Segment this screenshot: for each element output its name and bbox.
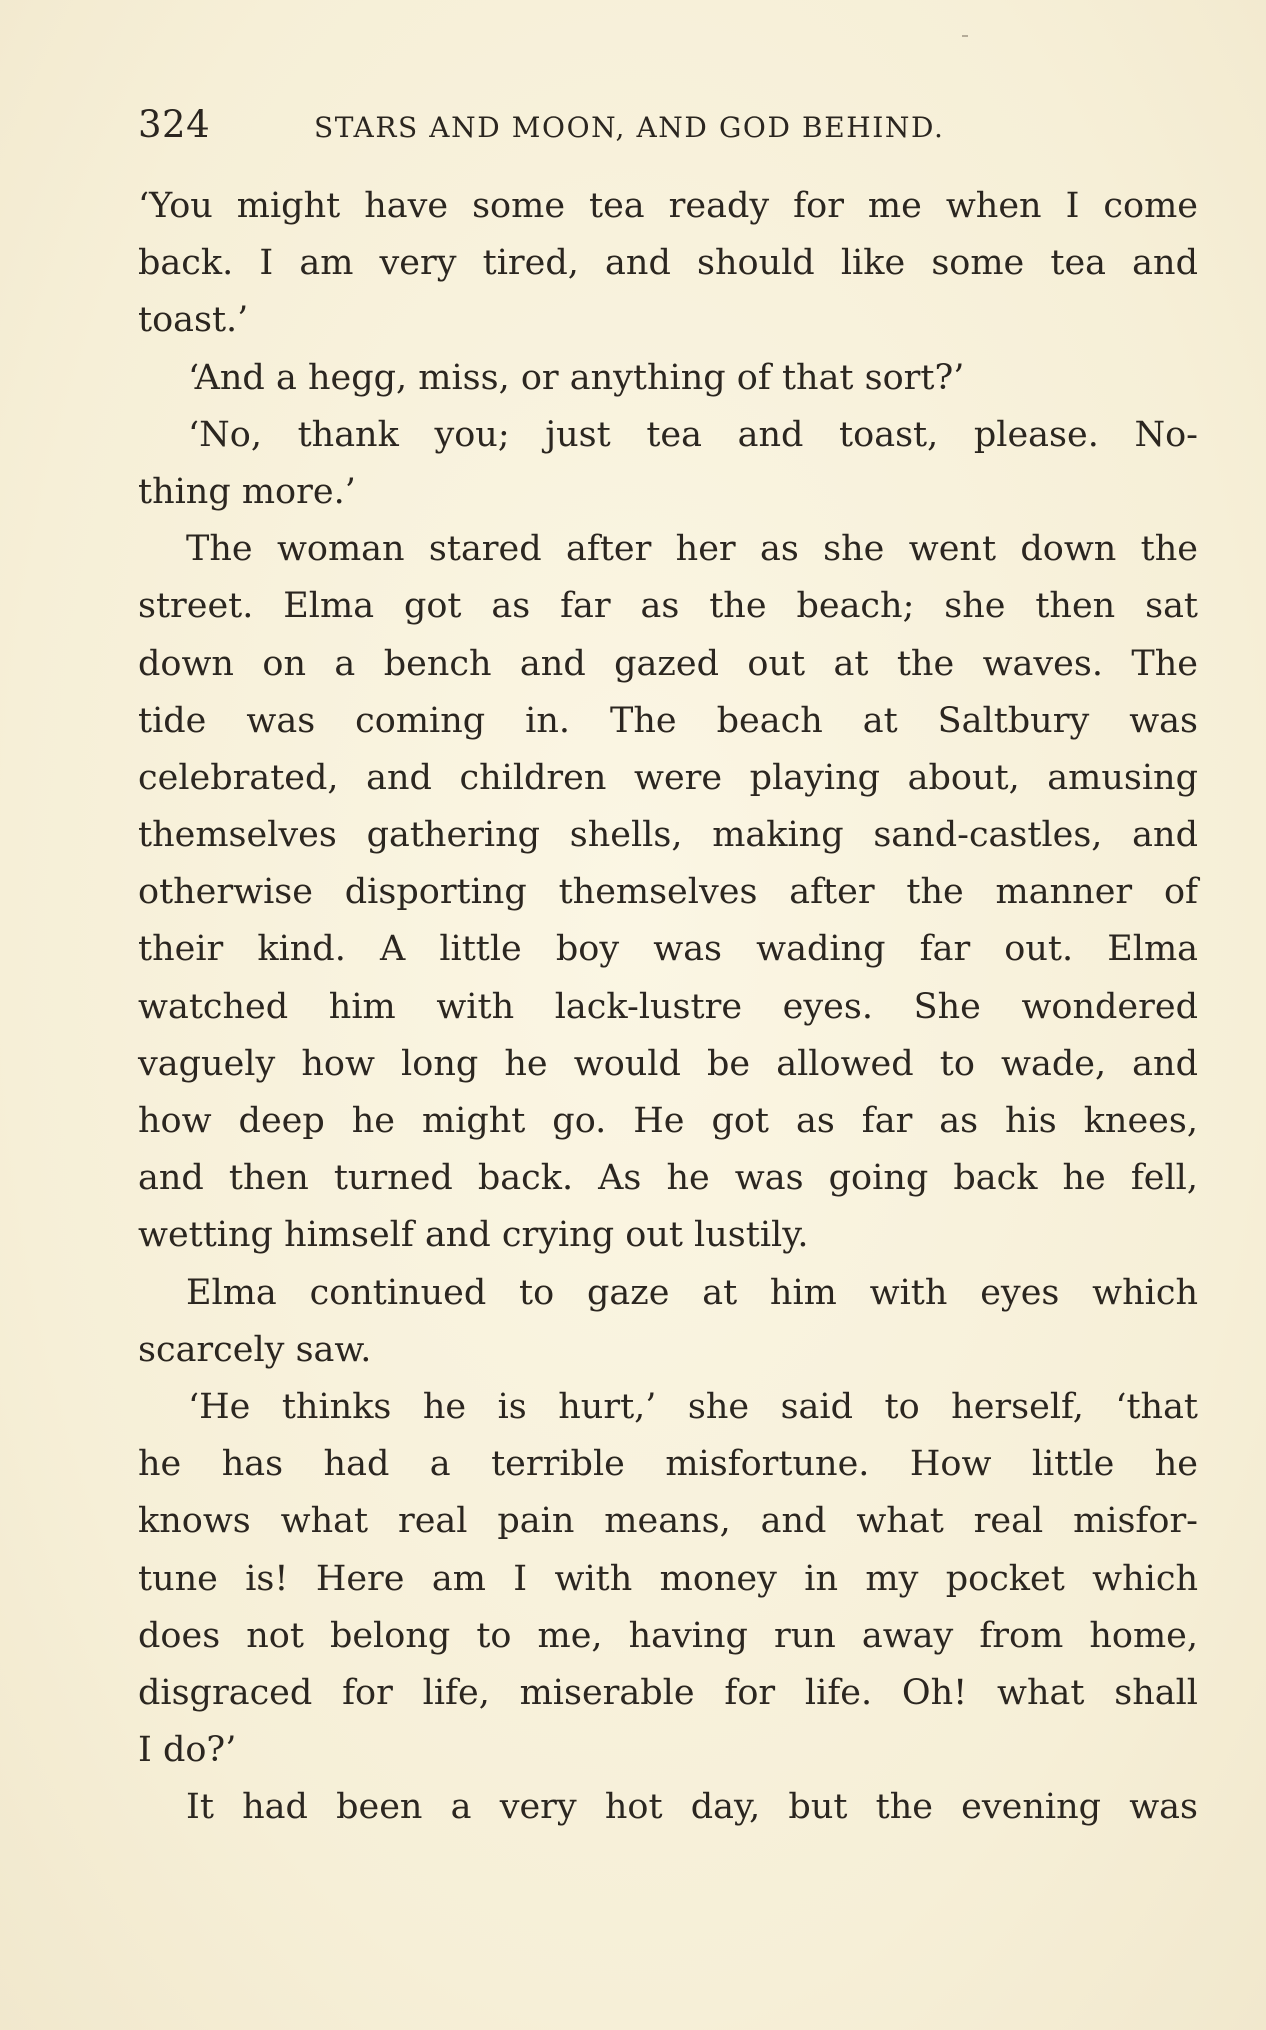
text-line: tide was coming in. The beach at Saltbury was xyxy=(138,700,1198,741)
text-line: their kind. A little boy was wading far out. Elma xyxy=(138,929,1198,970)
page-header xyxy=(138,103,1038,153)
text-line: ‘He thinks he is hurt,’ she said to herself, ‘that xyxy=(188,1386,1198,1427)
text-line: It had been a very hot day, but the evening was xyxy=(186,1787,1198,1828)
text-line: wetting himself and crying out lustily. xyxy=(138,1215,809,1256)
text-line: The woman stared after her as she went down the xyxy=(186,529,1198,570)
text-line: vaguely how long he would be allowed to wade, and xyxy=(138,1043,1198,1084)
text-line: back. I am very tired, and should like some tea and xyxy=(138,243,1198,284)
text-line: celebrated, and children were playing about, amusing xyxy=(138,757,1198,798)
text-line: down on a bench and gazed out at the waves. The xyxy=(138,643,1198,684)
paper-speck xyxy=(962,35,968,37)
text-line: scarcely saw. xyxy=(138,1329,372,1370)
text-line: ‘You might have some tea ready for me when I come xyxy=(138,186,1198,226)
text-line: street. Elma got as far as the beach; she then sat xyxy=(138,586,1198,627)
text-line: he has had a terrible misfortune. How little he xyxy=(138,1444,1198,1485)
running-head: STARS AND MOON, AND GOD BEHIND. xyxy=(314,111,945,144)
body-text xyxy=(138,178,1198,1836)
text-line: watched him with lack-lustre eyes. She wondered xyxy=(138,986,1198,1027)
text-line: I do?’ xyxy=(138,1730,237,1771)
text-line: Elma continued to gaze at him with eyes which xyxy=(186,1272,1198,1313)
text-line: thing more.’ xyxy=(138,471,356,512)
text-line: otherwise disporting themselves after the manner of xyxy=(138,872,1198,913)
page-number: 324 xyxy=(138,103,211,146)
text-line: ‘No, thank you; just tea and toast, please. No- xyxy=(188,414,1198,455)
text-line: disgraced for life, miserable for life. Oh! what shall xyxy=(138,1672,1198,1713)
text-line: themselves gathering shells, making sand-castles, and xyxy=(138,815,1198,856)
text-line: and then turned back. As he was going back he fell, xyxy=(138,1158,1198,1199)
text-line: how deep he might go. He got as far as his knees, xyxy=(138,1101,1198,1141)
text-line: knows what real pain means, and what real misfor- xyxy=(138,1501,1198,1542)
text-line: toast.’ xyxy=(138,300,249,341)
text-line: ‘And a hegg, miss, or anything of that sort?’ xyxy=(188,357,965,398)
text-line: does not belong to me, having run away from home, xyxy=(138,1615,1198,1656)
text-line: tune is! Here am I with money in my pocket which xyxy=(138,1558,1198,1599)
